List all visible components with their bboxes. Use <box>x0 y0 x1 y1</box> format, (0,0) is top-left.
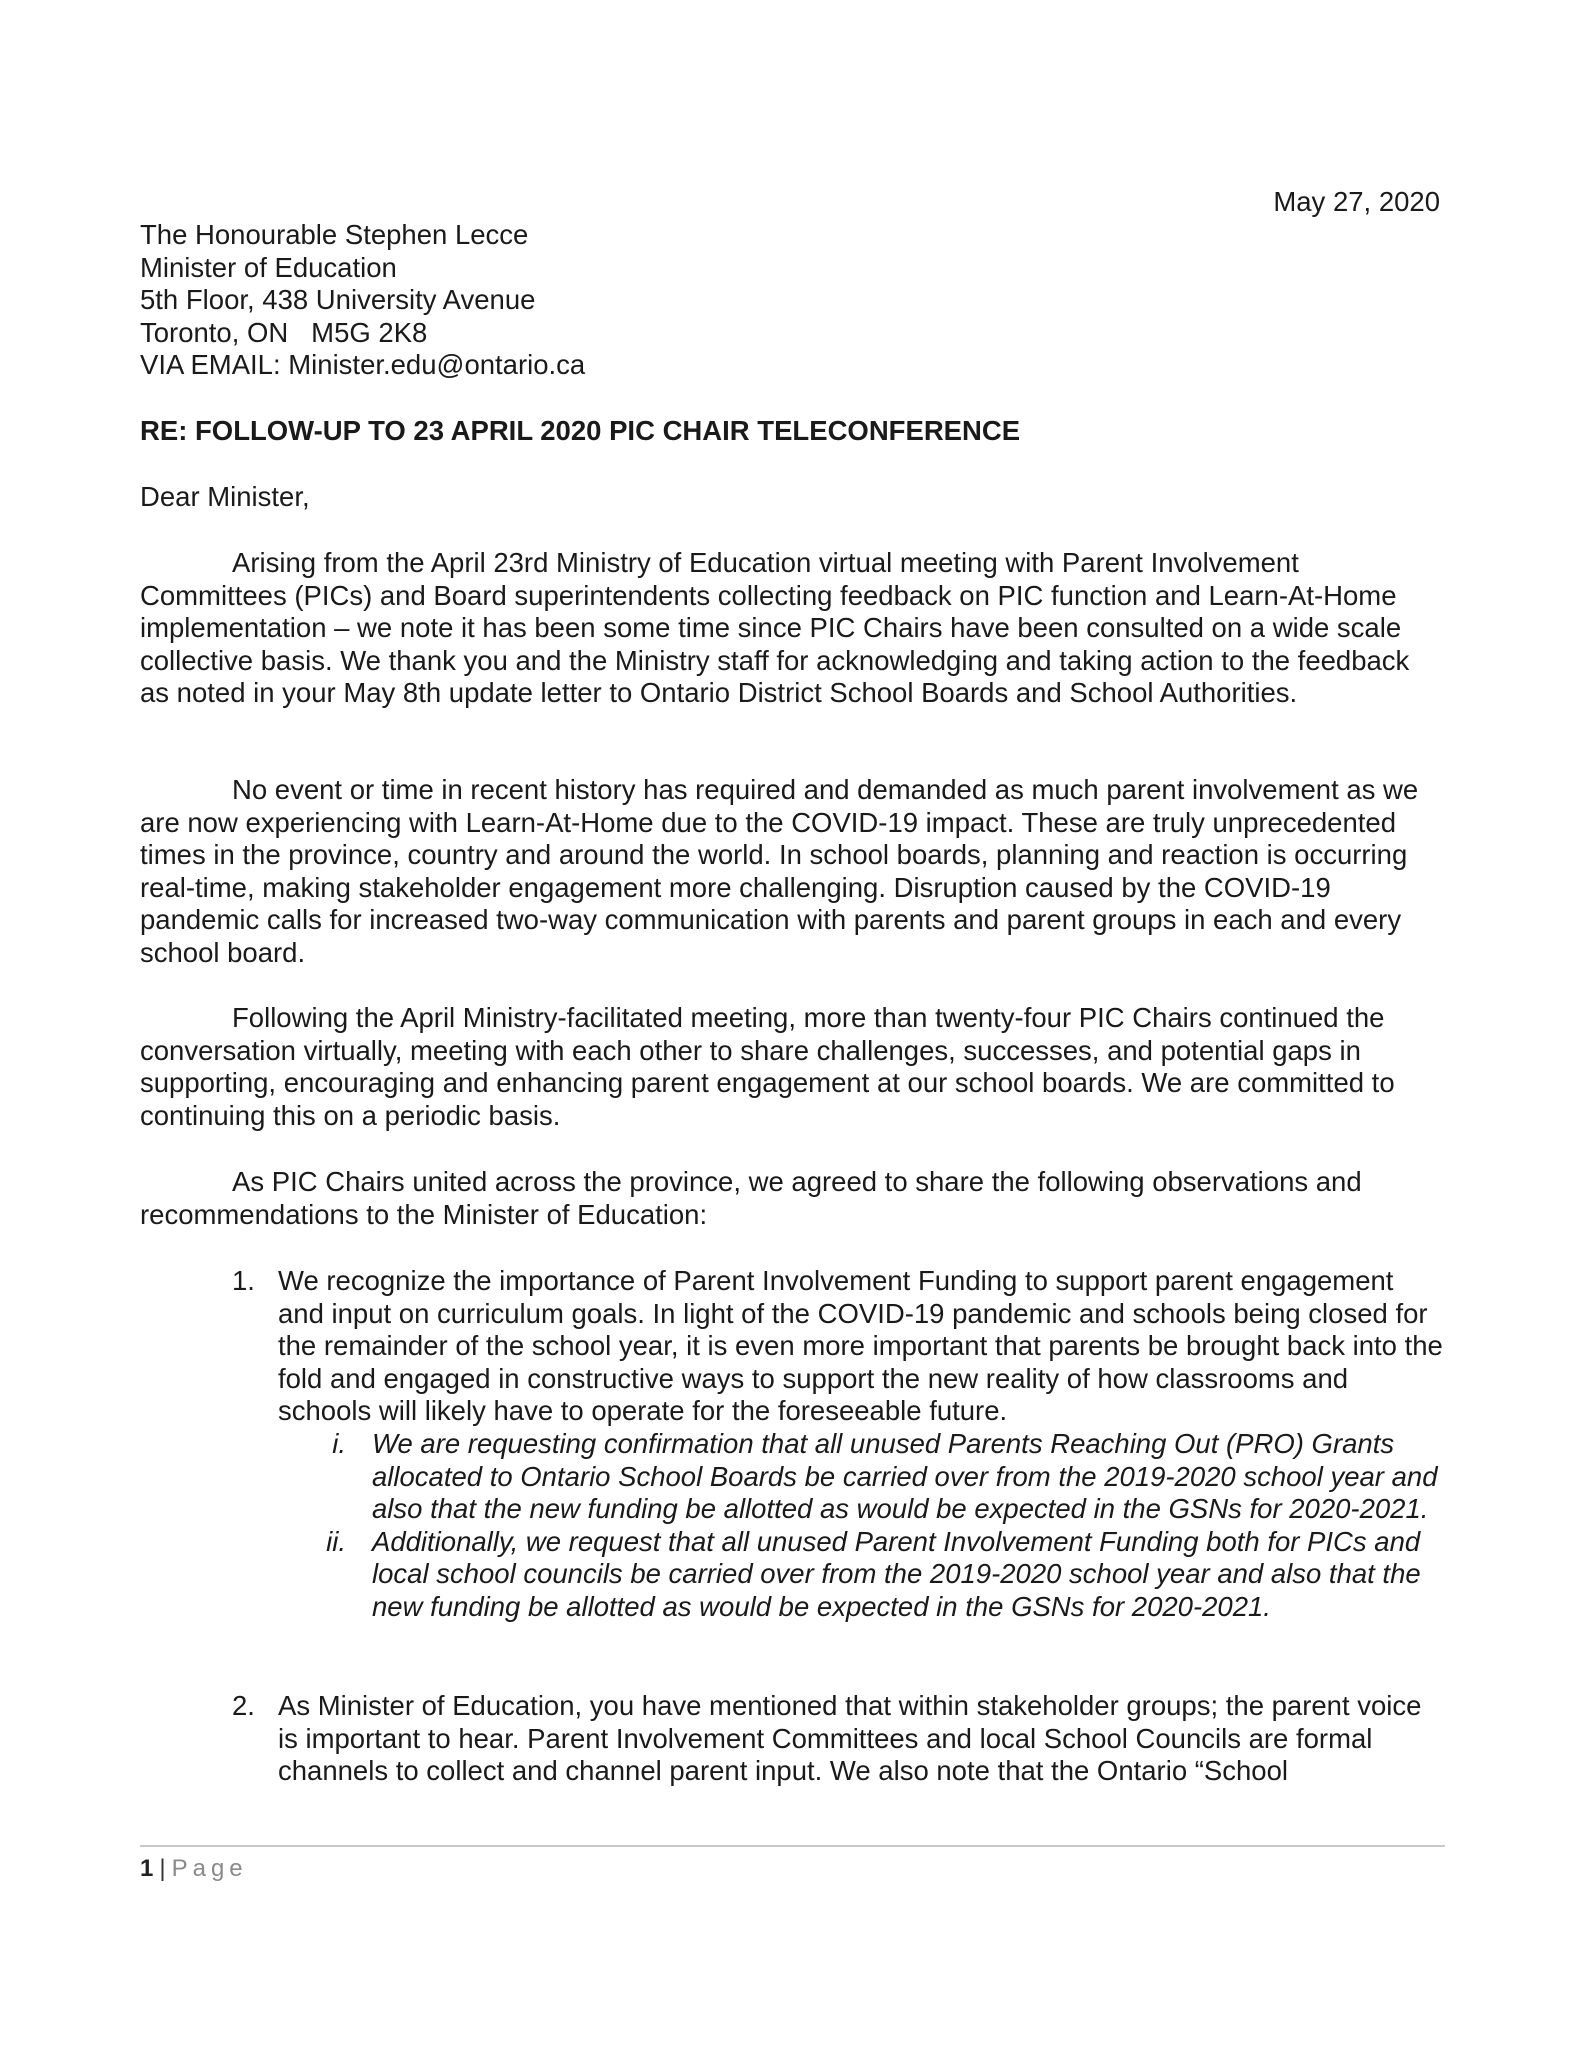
page-label: Page <box>171 1855 248 1882</box>
recipient-street: 5th Floor, 438 University Avenue <box>140 284 536 316</box>
recommendation-list-item-1 <box>140 1265 1445 1624</box>
list-item <box>140 1265 1445 1624</box>
list-item-number: 1. <box>232 1265 255 1296</box>
body-paragraph: As PIC Chairs united across the province, we agreed to share the following observations and recommendations to the Minister of Education: <box>140 1166 1362 1230</box>
recipient-city: Toronto, ON M5G 2K8 <box>140 316 428 348</box>
page-number: 1 <box>140 1855 154 1882</box>
sub-item <box>140 1428 1445 1526</box>
sub-item-number: ii. <box>326 1525 346 1557</box>
sub-item <box>140 1526 1445 1624</box>
sub-item-text: Additionally, we request that all unused Parent Involvement Funding both for PICs and local school councils be carried over from the 2019-2020 school year and also that the new funding be allotted as would be expected in the GSNs for 2020-2021. <box>372 1525 1421 1622</box>
footer-divider <box>140 1845 1445 1847</box>
list-item-text: We recognize the importance of Parent Involvement Funding to support parent engagement and input on curriculum goals. In light of the COVID-19 pandemic and schools being closed for the remainder of the school year, it is even more important that parents be brought back into the fold and engaged in constructive ways to support the new reality of how classrooms and schools will likely have to operate for the foreseeable future. <box>278 1265 1443 1427</box>
recipient-address <box>140 219 585 382</box>
sub-item-text: We are requesting confirmation that all unused Parents Reaching Out (PRO) Grants allocated to Ontario School Boards be carried over from the 2019-2020 school year and also that the new funding be allotted as would be expected in the GSNs for 2020-2021. <box>372 1427 1438 1525</box>
page-footer <box>140 1854 248 1884</box>
recipient-name: The Honourable Stephen Lecce <box>140 219 529 250</box>
list-item <box>140 1690 1445 1788</box>
subject-line: RE: FOLLOW-UP TO 23 APRIL 2020 PIC CHAIR TELECONFERENCE <box>140 415 1021 446</box>
recipient-title: Minister of Education <box>140 251 397 283</box>
letter-date: May 27, 2020 <box>1273 186 1440 217</box>
body-paragraph: No event or time in recent history has required and demanded as much parent involvement as we are now experiencing with Learn-At-Home due to the COVID-19 impact. These are truly unprecedented times in the province, country and around the world. In school boards, planning and reaction is occurring real-time, making stakeholder engagement more challenging. Disruption caused by the COVID-19 pandemic calls for increased two-way communication with parents and parent groups in each and every school board. <box>140 774 1419 968</box>
recipient-email: VIA EMAIL: Minister.edu@ontario.ca <box>140 349 586 381</box>
salutation: Dear Minister, <box>140 481 310 512</box>
recommendation-list-item-2 <box>140 1690 1445 1788</box>
list-item-number: 2. <box>232 1690 255 1721</box>
body-paragraph: Arising from the April 23rd Ministry of Education virtual meeting with Parent Involvement Committees (PICs) and Board superintendents collecting feedback on PIC function and Learn-At-Home implementation – we note it has been some time since PIC Chairs have been consulted on a wide scale collective basis. We thank you and the Ministry staff for acknowledging and taking action to the feedback as noted in your May 8th update letter to Ontario District School Boards and School Authorities. <box>140 547 1410 709</box>
body-paragraph: Following the April Ministry-facilitated meeting, more than twenty-four PIC Chairs continued the conversation virtually, meeting with each other to share challenges, successes, and potential gaps in supporting, encouraging and enhancing parent engagement at our school boards. We are committed to continuing this on a periodic basis. <box>140 1002 1395 1131</box>
sub-item-number: i. <box>332 1427 346 1459</box>
list-item-text: As Minister of Education, you have mentioned that within stakeholder groups; the parent voice is important to hear. Parent Involvement Committees and local School Councils are formal channels to collect and channel parent input. We also note that the Ontario “School <box>278 1690 1422 1787</box>
footer-separator: | <box>159 1855 166 1882</box>
